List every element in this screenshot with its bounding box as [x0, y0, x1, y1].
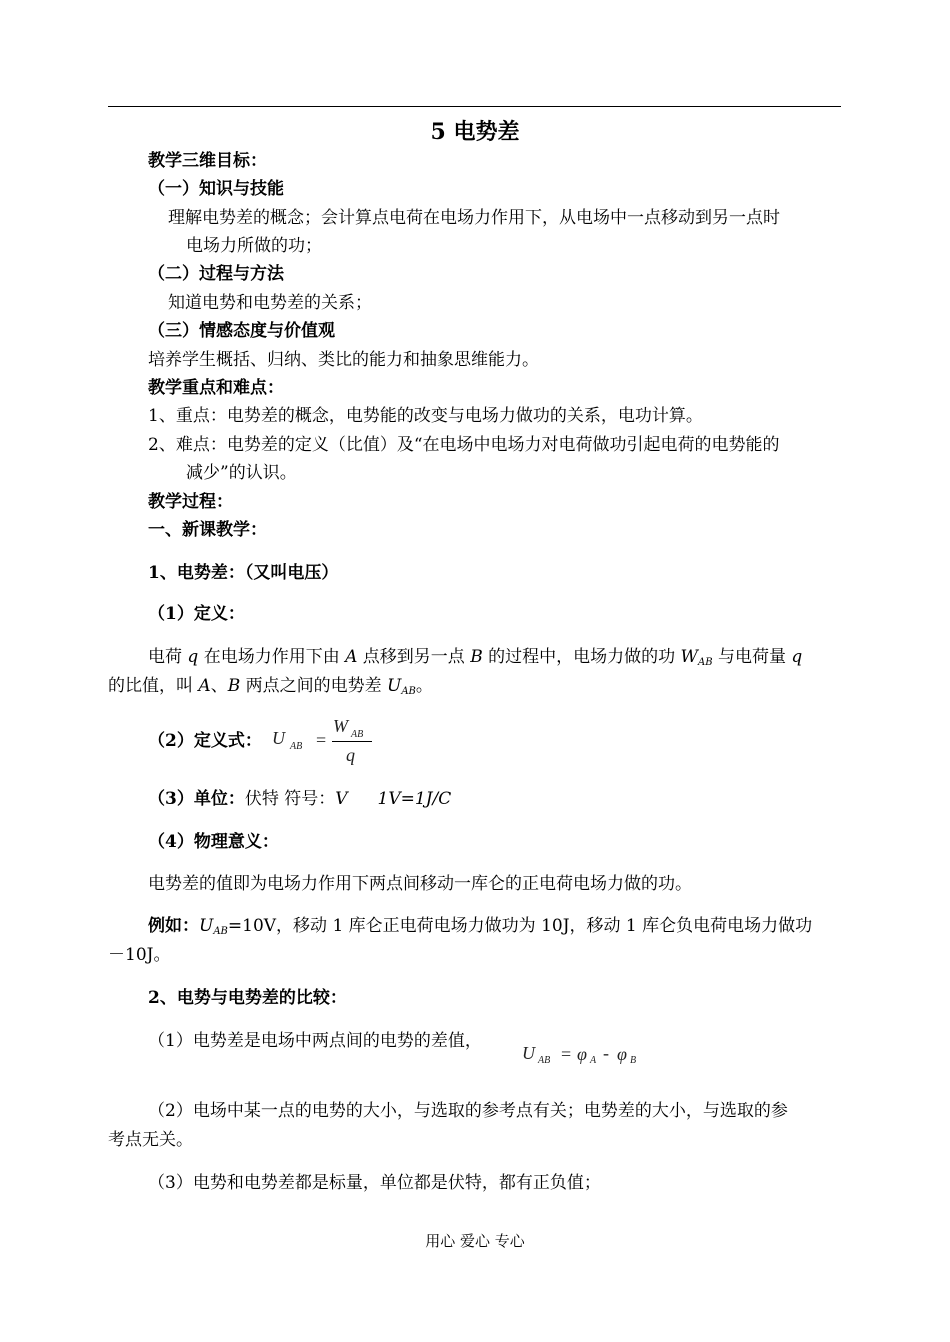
cmp-formula-minus: - [603, 1043, 609, 1063]
goal3-text: 培养学生概括、归纳、类比的能力和抽象思维能力。 [148, 350, 539, 370]
formula-equals: = [316, 730, 327, 750]
key-heading: 教学重点和难点： [148, 378, 284, 398]
cmp-formula-phi-a-sub: A [590, 1055, 597, 1066]
cmp-formula-u-sub: AB [538, 1055, 551, 1066]
goal1-heading: （一）知识与技能 [148, 179, 284, 199]
definition-paragraph-line1: 电荷 q 在电场力作用下由 A 点移到另一点 B 的过程中，电场力做的功 $W_{AB}$ 与电荷量 q [148, 647, 803, 668]
item-2-heading: 2、电势与电势差的比较： [148, 988, 347, 1008]
goal1-line2: 电场力所做的功； [186, 236, 322, 256]
key-point-1: 1、重点：电势差的概念，电势能的改变与电场力做功的关系，电功计算。 [148, 406, 703, 426]
formula-numerator-sub: AB [351, 729, 364, 740]
item-1-heading: 1、电势差：（又叫电压） [148, 563, 339, 583]
meaning-heading: （4）物理意义： [148, 832, 279, 852]
goal2-heading: （二）过程与方法 [148, 264, 284, 284]
example-line2: －10J。 [108, 945, 171, 965]
section-1-heading: 一、新课教学： [148, 520, 267, 540]
goal3-heading: （三）情感态度与价值观 [148, 321, 335, 341]
formula-u: U [272, 728, 285, 748]
cmp-formula-phi-a: φ [577, 1044, 587, 1064]
fraction-bar [332, 741, 372, 742]
cmp-formula-phi-b-sub: B [630, 1055, 637, 1066]
key-point-2-line1: 2、难点：电势差的定义（比值）及“在电场中电场力对电荷做功引起电荷的电势能的 [148, 435, 780, 455]
page-title: 5 电势差 [430, 119, 520, 145]
definition-paragraph-line2: 的比值，叫 A、B 两点之间的电势差 $U_{AB}$。 [108, 676, 433, 697]
page-footer: 用心 爱心 专心 [425, 1232, 525, 1250]
goal1-line1: 理解电势差的概念；会计算点电荷在电场力作用下，从电场中一点移动到另一点时 [168, 208, 780, 228]
formula-heading: （2）定义式： [148, 731, 262, 751]
comparison-2-line2: 考点无关。 [108, 1130, 193, 1150]
cmp-formula-equals: = [561, 1044, 572, 1064]
comparison-3: （3）电势和电势差都是标量，单位都是伏特，都有正负值； [148, 1173, 601, 1193]
goals-heading: 教学三维目标： [148, 151, 267, 171]
header-rule [108, 106, 841, 107]
cmp-formula-u: U [522, 1043, 535, 1063]
comparison-1: （1）电势差是电场中两点间的电势的差值， [148, 1031, 482, 1051]
cmp-formula-phi-b: φ [617, 1044, 627, 1064]
goal2-text: 知道电势和电势差的关系； [168, 293, 372, 313]
comparison-2-line1: （2）电场中某一点的电势的大小，与选取的参考点有关；电势差的大小，与选取的参 [148, 1101, 788, 1121]
unit-line: （3）单位：伏特 符号：V 1V=1J/C [148, 789, 452, 809]
formula-u-sub: AB [290, 741, 303, 752]
formula-denominator: q [346, 745, 355, 765]
definition-heading: （1）定义： [148, 604, 245, 624]
meaning-text: 电势差的值即为电场力作用下两点间移动一库仑的正电荷电场力做的功。 [148, 874, 692, 894]
example-line1: 例如：$U_{AB}=10V$，移动 1 库仑正电荷电场力做功为 10J，移动 1 库仑负电荷电场力做功 [148, 916, 813, 937]
key-point-2-line2: 减少”的认识。 [186, 463, 297, 483]
formula-numerator: W [333, 716, 348, 736]
process-heading: 教学过程： [148, 492, 233, 512]
